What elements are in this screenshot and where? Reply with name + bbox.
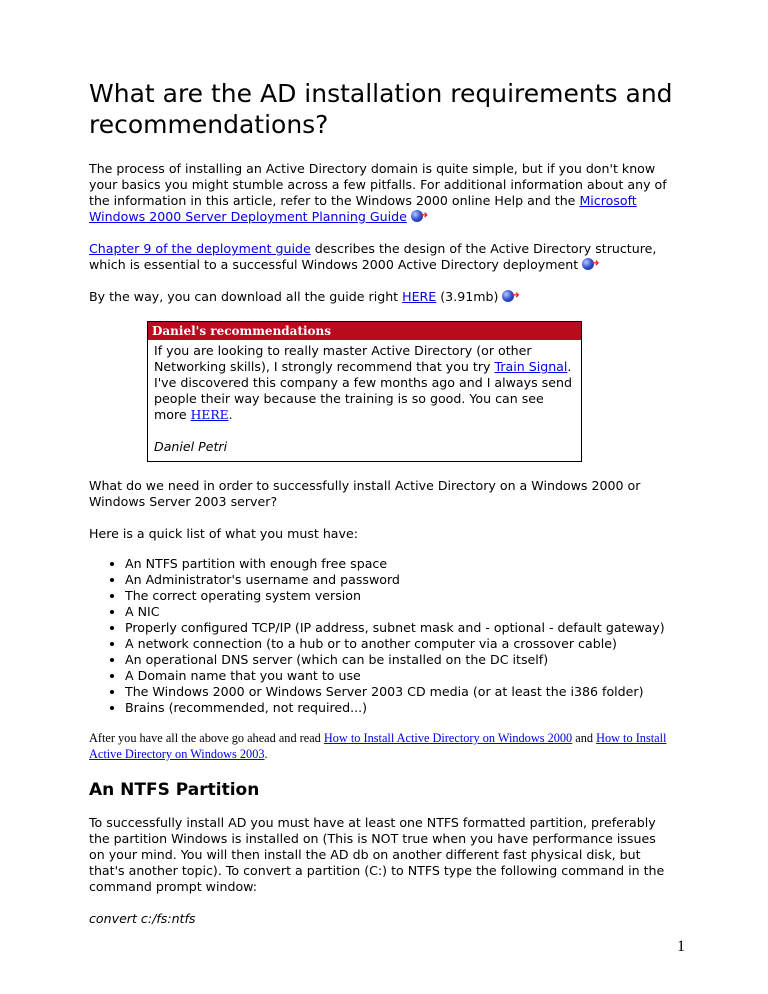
install-ad-2003-link[interactable]: How to Install Active Directory on Windows 2003 bbox=[89, 731, 667, 761]
chapter-9-link[interactable]: Chapter 9 of the deployment guide bbox=[89, 241, 311, 256]
download-text-before: By the way, you can download all the guide right bbox=[89, 289, 403, 304]
see-more-here-link[interactable]: HERE bbox=[190, 408, 229, 422]
recommendation-text-before: If you are looking to really master Active Directory (or other Networking skills), I strongly recommend that you try bbox=[154, 343, 532, 374]
list-item: • The correct operating system version bbox=[125, 588, 674, 604]
convert-command: convert c:/fs:ntfs bbox=[89, 911, 196, 926]
list-item: • A Domain name that you want to use bbox=[125, 668, 674, 684]
list-item: • Brains (recommended, not required...) bbox=[125, 700, 674, 716]
list-item: • Properly configured TCP/IP (IP address, subnet mask and - optional - default gateway) bbox=[125, 620, 674, 636]
question-paragraph: What do we need in order to successfully install Active Directory on a Windows 2000 or Windows Server 2003 server? bbox=[89, 478, 641, 509]
recommendation-text bbox=[154, 343, 575, 423]
intro-paragraph bbox=[89, 161, 674, 225]
list-item: • A network connection (to a hub or to another computer via a crossover cable) bbox=[125, 636, 674, 652]
list-item: • An NTFS partition with enough free space bbox=[125, 556, 674, 572]
recommendation-header: Daniel's recommendations bbox=[148, 322, 581, 340]
recommendation-body bbox=[148, 340, 581, 461]
signature: Daniel Petri bbox=[154, 439, 228, 454]
after-list-end: . bbox=[264, 747, 268, 761]
intro-text: The process of installing an Active Directory domain is quite simple, but if you don't know your basics you might stumble across a few pitfalls. For additional information about any of the information in this article, refer to the Windows 2000 online Help and the bbox=[89, 161, 667, 208]
after-list-text: After you have all the above go ahead and read bbox=[89, 731, 324, 745]
list-item: • An Administrator's username and password bbox=[125, 572, 674, 588]
after-list-paragraph bbox=[89, 730, 674, 762]
download-text-after: (3.91mb) bbox=[436, 289, 499, 304]
external-link-icon[interactable]: ➜ bbox=[582, 258, 599, 270]
list-item: • The Windows 2000 or Windows Server 2003 CD media (or at least the i386 folder) bbox=[125, 684, 674, 700]
external-link-icon[interactable]: ➜ bbox=[502, 290, 519, 302]
list-item: • A NIC bbox=[125, 604, 674, 620]
install-ad-2000-link[interactable]: How to Install Active Directory on Windows 2000 bbox=[323, 731, 573, 745]
download-paragraph bbox=[89, 289, 674, 305]
chapter-paragraph bbox=[89, 241, 674, 273]
recommendation-box bbox=[147, 321, 582, 462]
page-number: 1 bbox=[677, 938, 685, 955]
train-signal-link[interactable]: Train Signal bbox=[494, 359, 568, 374]
recommendation-text-after: . I've discovered this company a few months ago and I always send people their way because the training is so good. You can see more bbox=[154, 359, 572, 422]
deployment-guide-link[interactable]: Microsoft Windows 2000 Server Deployment Planning Guide bbox=[89, 193, 637, 224]
section-heading: An NTFS Partition bbox=[89, 780, 260, 800]
recommendation-period: . bbox=[228, 408, 233, 422]
document-content bbox=[89, 78, 674, 927]
external-link-icon[interactable]: ➜ bbox=[411, 210, 428, 222]
chapter-text: describes the design of the Active Directory structure, which is essential to a successful Windows 2000 Active Directory deployment bbox=[89, 241, 657, 272]
page-title: What are the AD installation requirements and recommendations? bbox=[89, 79, 673, 139]
list-item: • An operational DNS server (which can be installed on the DC itself) bbox=[125, 652, 674, 668]
after-list-and: and bbox=[572, 731, 597, 745]
download-here-link[interactable]: HERE bbox=[402, 289, 437, 304]
ntfs-paragraph: To successfully install AD you must have at least one NTFS formatted partition, preferably the partition Windows is installed on (This is NOT true when you have performance issues on your mind. You will then install the AD db on another different fast physical disk, but that's another topic). To convert a partition (C:) to NTFS type the following command in the command prompt window: bbox=[89, 815, 665, 894]
requirements-list bbox=[89, 556, 674, 716]
list-intro: Here is a quick list of what you must have: bbox=[89, 526, 358, 541]
